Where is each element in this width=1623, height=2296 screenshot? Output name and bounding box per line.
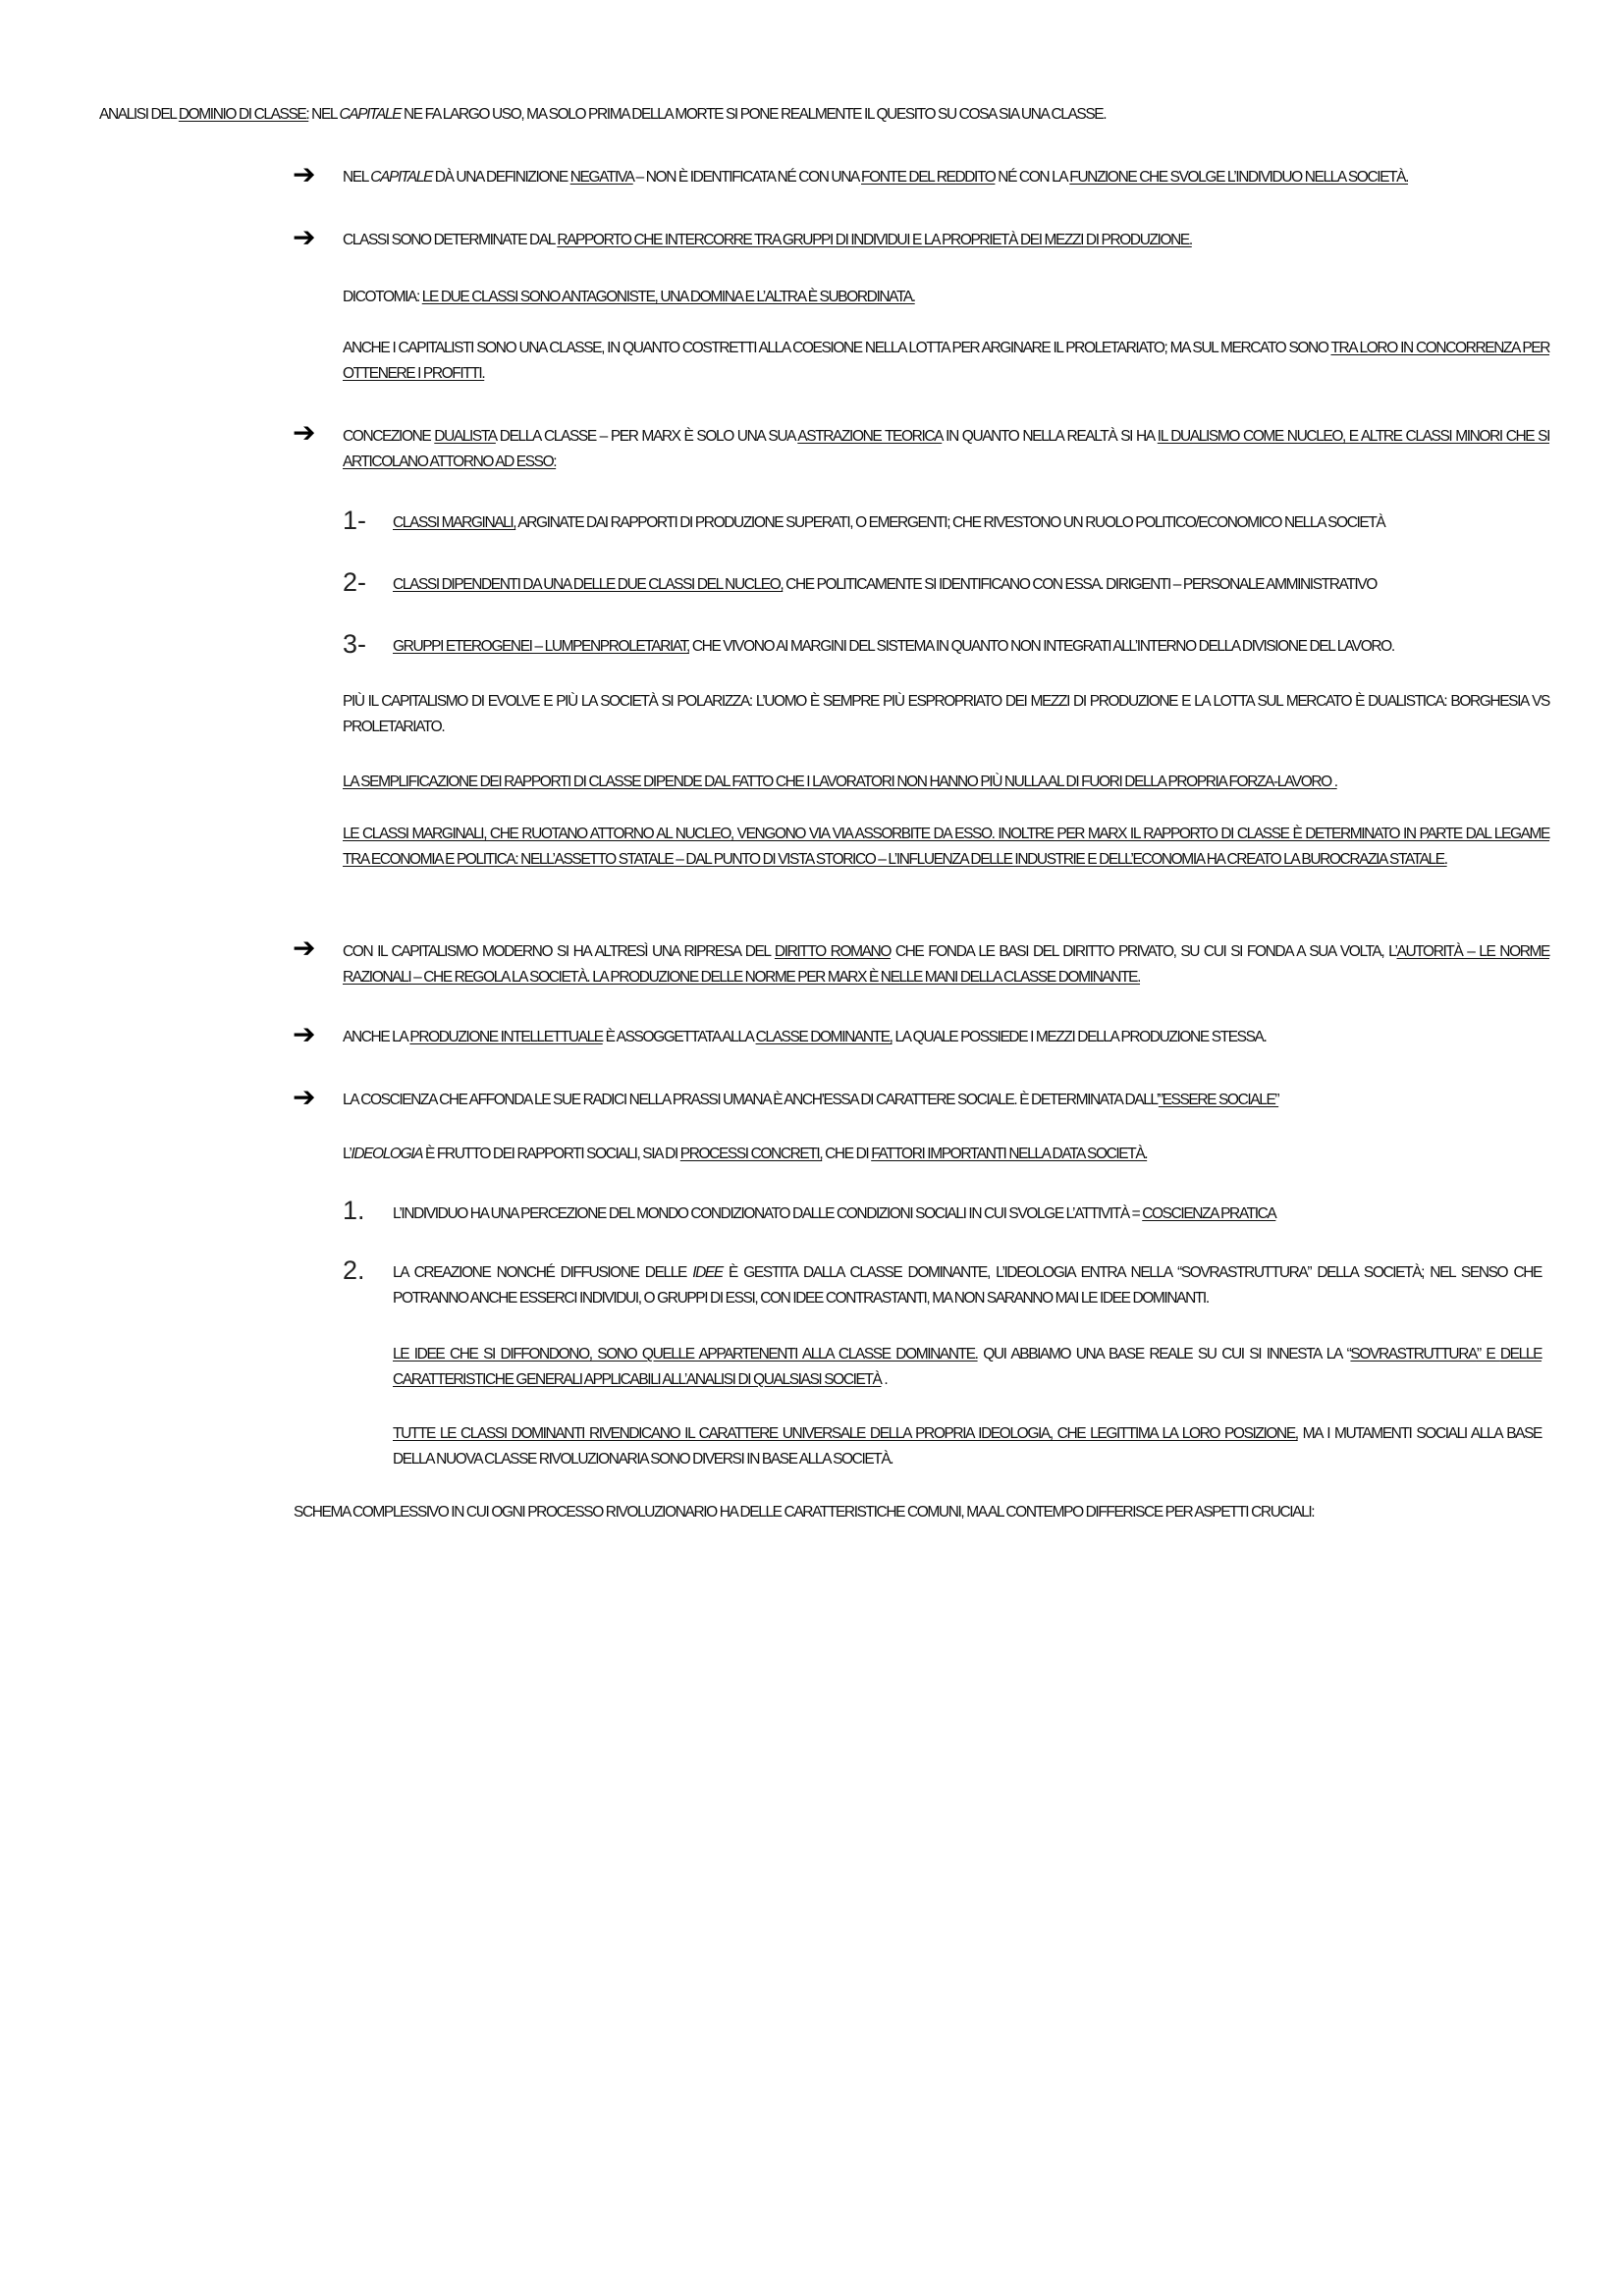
dominanti-underlined: TUTTE LE CLASSI DOMINANTI RIVENDICANO IL CARATTERE UNIVERSALE DELLA PROPRIA IDEOLOGIA, CHE LEGITTIMA LA LORO POSIZIONE,: [393, 1425, 1298, 1442]
b3-underlined: DUALISTA: [434, 428, 496, 445]
b4-underlined: DIRITTO ROMANO: [774, 943, 892, 960]
b5-underlined-2: CLASSE DOMINANTE,: [755, 1029, 893, 1045]
b3-text: CONCEZIONE: [343, 428, 435, 445]
b1-text-2: DÀ UNA DEFINIZIONE: [431, 169, 570, 186]
intro-italic: CAPITALE: [339, 106, 402, 123]
dicotomia-label: DICOTOMIA:: [343, 289, 422, 305]
list-item-text: L’INDIVIDUO HA UNA PERCEZIONE DEL MONDO CONDIZIONATO DALLE CONDIZIONI SOCIALI IN CUI SVOLGE L’ATTIVITÀ =: [393, 1205, 1143, 1222]
b1-underlined-3: FUNZIONE CHE SVOLGE L’INDIVIDUO NELLA SOCIETÀ.: [1069, 169, 1409, 186]
bullet-3: [343, 424, 1549, 474]
b4-text: CON IL CAPITALISMO MODERNO SI HA ALTRESÌ UNA RIPRESA DEL: [343, 943, 775, 960]
list-item-underlined: CLASSI DIPENDENTI DA UNA DELLE DUE CLASSI DEL NUCLEO,: [393, 576, 784, 593]
semplificazione-end: .: [1330, 774, 1337, 790]
list-item: [393, 1260, 1542, 1310]
list-number: 2-: [343, 567, 367, 597]
list-item-underlined: COSCIENZA PRATICA: [1142, 1205, 1276, 1222]
ideologia-text-2: È FRUTTO DEI RAPPORTI SOCIALI, SIA DI: [422, 1146, 680, 1162]
b1-italic: CAPITALE: [370, 169, 432, 186]
dominanti-paragraph: [393, 1421, 1542, 1471]
list-number: 1.: [343, 1196, 365, 1225]
idee-underlined-2: SOVRASTRUTTURA: [1350, 1346, 1477, 1362]
list-number: 1-: [343, 506, 367, 535]
arrow-icon: ➔: [293, 1081, 316, 1113]
intro-text: ANALISI DEL: [99, 106, 179, 123]
semplificazione-line: [343, 770, 1337, 794]
capitalisti-underlined: TRA LORO IN CONCORRENZA PER OTTENERE I PROFITTI.: [343, 340, 1549, 382]
list-item-underlined: CLASSI MARGINALI,: [393, 514, 516, 531]
b3-text-3: IN QUANTO NELLA REALTÀ SI HA: [942, 428, 1158, 445]
list-item-text: ARGINATE DAI RAPPORTI DI PRODUZIONE SUPERATI, O EMERGENTI; CHE RIVESTONO UN RUOLO POLITICO/ECONOMICO NELLA SOCIETÀ: [515, 514, 1385, 531]
intro-underlined: DOMINIO DI CLASSE:: [178, 106, 309, 123]
arrow-icon: ➔: [293, 158, 316, 190]
b4-underlined-2: AUTORITÀ – LE NORME RAZIONALI – CHE REGOLA LA SOCIETÀ. LA PRODUZIONE DELLE NORME PER MARX È NELLE MANI DELLA CLASSE DOMINANTE.: [343, 943, 1549, 986]
b1-text: NEL: [343, 169, 371, 186]
idee-paragraph: [393, 1342, 1542, 1392]
list-item-text: CHE POLITICAMENTE SI IDENTIFICANO CON ESSA. DIRIGENTI – PERSONALE AMMINISTRATIVO: [783, 576, 1377, 593]
list-item-text: CHE VIVONO AI MARGINI DEL SISTEMA IN QUANTO NON INTEGRATI ALL’INTERNO DELLA DIVISIONE DEL LAVORO.: [688, 638, 1394, 655]
capitalisti-text: ANCHE I CAPITALISTI SONO UNA CLASSE, IN QUANTO COSTRETTI ALLA COESIONE NELLA LOTTA PER ARGINARE IL PROLETARIATO; MA SUL MERCATO SONO: [343, 340, 1331, 356]
arrow-icon: ➔: [293, 932, 316, 964]
idee-underlined: LE IDEE CHE SI DIFFONDONO, SONO QUELLE APPARTENENTI ALLA CLASSE DOMINANTE.: [393, 1346, 978, 1362]
list-item-text-2: È GESTITA DALLA CLASSE DOMINANTE, L’IDEOLOGIA ENTRA NELLA “SOVRASTRUTTURA” DELLA SOCIETÀ; NEL SENSO CHE POTRANNO ANCHE ESSERCI INDIVIDUI, O GRUPPI DI ESSI, CON IDEE CONTRASTANTI, MA NON SARANNO MAI LE IDEE DOMINANTI.: [393, 1264, 1542, 1307]
bullet-2: [343, 228, 1192, 252]
ideologia-text-3: CHE DI: [822, 1146, 872, 1162]
b5-text-3: LA QUALE POSSIEDE I MEZZI DELLA PRODUZIONE STESSA.: [892, 1029, 1267, 1045]
idee-underlined-4: DELLE CARATTERISTICHE GENERALI APPLICABILI ALL’ANALISI DI QUALSIASI SOCIETÀ: [393, 1346, 1542, 1388]
bullet-6: [343, 1088, 1278, 1112]
ideologia-text: L’: [343, 1146, 352, 1162]
b5-underlined: PRODUZIONE INTELLETTUALE: [409, 1029, 603, 1045]
arrow-icon: ➔: [293, 1018, 316, 1050]
ideologia-underlined: PROCESSI CONCRETI,: [679, 1146, 823, 1162]
b1-text-4: NÉ CON LA: [995, 169, 1070, 186]
arrow-icon: ➔: [293, 221, 316, 253]
schema-line: SCHEMA COMPLESSIVO IN CUI OGNI PROCESSO RIVOLUZIONARIO HA DELLE CARATTERISTICHE COMUNI, MA AL CONTEMPO DIFFERISCE PER ASPETTI CRUCIALI:: [294, 1504, 1315, 1521]
b4-text-2: CHE FONDA LE BASI DEL DIRITTO PRIVATO, SU CUI SI FONDA A SUA VOLTA, L’: [891, 943, 1397, 960]
list-item: [393, 510, 1384, 535]
b6-text: LA COSCIENZA CHE AFFONDA LE SUE RADICI NELLA PRASSI UMANA È ANCH’ESSA DI CARATTERE SOCIALE. È DETERMINATA DALL’: [343, 1092, 1159, 1108]
b5-text: ANCHE LA: [343, 1029, 410, 1045]
b3-text-2: DELLA CLASSE – PER MARX È SOLO UNA SUA: [495, 428, 798, 445]
semplificazione-underlined: FORZA-LAVORO: [1228, 774, 1331, 790]
list-item: [393, 572, 1377, 597]
b2-underlined: RAPPORTO CHE INTERCORRE TRA GRUPPI DI INDIVIDUI E LA PROPRIETÀ DEI MEZZI DI PRODUZIONE.: [557, 232, 1192, 248]
list-item-text: LA CREAZIONE NONCHÉ DIFFUSIONE DELLE: [393, 1264, 693, 1281]
b1-underlined: NEGATIVA: [569, 169, 633, 186]
idee-text: QUI ABBIAMO UNA BASE REALE SU CUI SI INNESTA LA “: [977, 1346, 1351, 1362]
dominanti-text: MA I MUTAMENTI SOCIALI ALLA BASE DELLA NUOVA CLASSE RIVOLUZIONARIA SONO DIVERSI IN BASE ALLA SOCIETÀ.: [393, 1425, 1542, 1468]
list-item: [393, 1201, 1275, 1226]
b3-underlined-2: ASTRAZIONE TEORICA: [797, 428, 943, 445]
b2-text: CLASSI SONO DETERMINATE DAL: [343, 232, 558, 248]
ideologia-italic: IDEOLOGIA: [351, 1146, 423, 1162]
b1-text-3: – NON È IDENTIFICATA NÉ CON UNA: [632, 169, 861, 186]
bullet-4: [343, 939, 1549, 989]
bullet-5: [343, 1025, 1266, 1049]
list-number: 2.: [343, 1255, 365, 1285]
capitalismo-paragraph: PIÙ IL CAPITALISMO DI EVOLVE E PIÙ LA SOCIETÀ SI POLARIZZA: L’UOMO È SEMPRE PIÙ ESPROPRIATO DEI MEZZI DI PRODUZIONE E LA LOTTA SUL MERCATO È DUALISTICA: BORGHESIA VS PROLETARIATO.: [343, 693, 1549, 735]
b3-underlined-3: IL DUALISMO COME NUCLEO, E ALTRE CLASSI MINORI CHE SI ARTICOLANO ATTORNO AD ESSO:: [343, 428, 1550, 470]
bullet-1: [343, 165, 1408, 189]
intro-text-2: NEL: [308, 106, 340, 123]
list-item: [393, 634, 1394, 659]
ideologia-underlined-2: FATTORI IMPORTANTI NELLA DATA SOCIETÀ.: [871, 1146, 1148, 1162]
list-item-underlined: GRUPPI ETEROGENEI – LUMPENPROLETARIAT,: [393, 638, 689, 655]
list-number: 3-: [343, 629, 367, 659]
list-item-italic: IDEE: [692, 1264, 723, 1281]
dicotomia-underlined: LE DUE CLASSI SONO ANTAGONISTE, UNA DOMINA E L’ALTRA È SUBORDINATA.: [421, 289, 915, 305]
ideologia-line: [343, 1142, 1147, 1166]
semplificazione-text: LA SEMPLIFICAZIONE DEI RAPPORTI DI CLASSE DIPENDE DAL FATTO CHE I LAVORATORI NON HANNO PIÙ NULLA AL DI FUORI DELLA PROPRIA: [343, 774, 1229, 790]
intro-line: [99, 102, 1106, 127]
b5-text-2: È ASSOGGETTATA ALLA: [602, 1029, 756, 1045]
dicotomia-line: [343, 285, 915, 309]
idee-end: .: [881, 1370, 888, 1388]
b1-underlined-2: FONTE DEL REDDITO: [861, 169, 996, 186]
marginali-paragraph: LE CLASSI MARGINALI, CHE RUOTANO ATTORNO AL NUCLEO, VENGONO VIA VIA ASSORBITE DA ESSO. INOLTRE PER MARX IL RAPPORTO DI CLASSE È DETERMINATO IN PARTE DAL LEGAME TRA ECONOMIA E POLITICA: NELL’ASSETTO STATALE – DAL PUNTO DI VISTA STORICO – L’INFLUENZA DELLE INDUSTRIE E DELL’ECONOMIA HA CREATO LA BUROCRAZIA STATALE.: [343, 826, 1549, 868]
idee-underlined-3: ” E: [1476, 1346, 1500, 1362]
intro-text-3: NE FA LARGO USO, MA SOLO PRIMA DELLA MORTE SI PONE REALMENTE IL QUESITO SU COSA SIA UNA CLASSE.: [401, 106, 1107, 123]
capitalisti-paragraph: [343, 336, 1549, 386]
arrow-icon: ➔: [293, 416, 316, 449]
b6-underlined: ”ESSERE SOCIALE”: [1158, 1092, 1279, 1108]
